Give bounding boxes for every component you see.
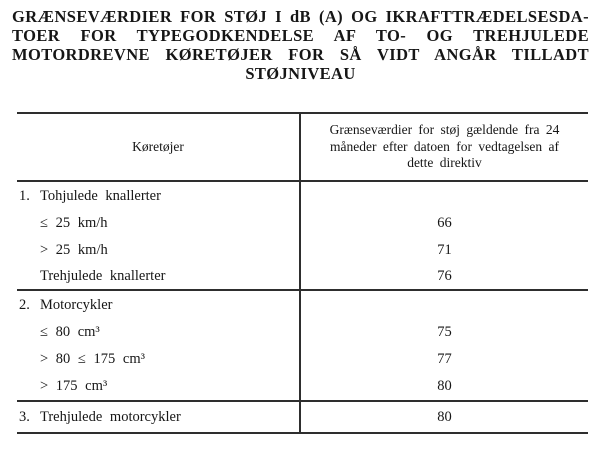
row-value-cell [299,319,588,346]
limits-header-line-1: Grænseværdier for støj gældende fra 24 [329,122,560,138]
section-3-value: 80 [437,408,452,425]
section-1-title: Tohjulede knallerter [40,187,161,204]
title-line-3: MOTORDREVNE KØRETØJER FOR SÅ VIDT ANGÅR TILLADT [12,45,589,64]
table-header-row [17,114,588,182]
section-3-title: Trehjulede motorcykler [40,408,181,425]
section-1-title-cell [17,182,299,210]
row-label: > 80 ≤ 175 cm³ [40,351,145,367]
title-line-4: STØJNIVEAU [245,64,356,83]
limits-header-line-3: dette direktiv [407,155,482,171]
row-label-cell [17,264,299,289]
row-label: > 175 cm³ [40,378,108,394]
row-label-cell [17,237,299,264]
section-2-title-value-cell [299,291,588,319]
section-1-title-value-cell [299,182,588,210]
row-value: 80 [437,378,452,394]
section-2-title-row [17,291,588,319]
row-label: > 25 km/h [40,242,108,258]
table-row [17,373,588,402]
table-row [17,346,588,373]
section-2-title-cell [17,291,299,319]
title-line-1: GRÆNSEVÆRDIER FOR STØJ I dB (A) OG IKRAFTTRÆDELSESDA- [12,7,589,26]
section-3-title-cell [17,402,299,432]
table-row [17,237,588,264]
row-label-cell [17,373,299,400]
noise-limits-table [17,112,588,434]
title-line-2: TOER FOR TYPEGODKENDELSE AF TO- OG TREHJULEDE [12,26,589,45]
row-value-cell [299,346,588,373]
row-label: Trehjulede knallerter [40,268,166,284]
section-1-number: 1. [19,187,30,204]
section-2-title: Motorcykler [40,296,113,313]
row-value: 76 [437,268,452,284]
row-value: 71 [437,242,452,258]
section-3-number: 3. [19,408,30,425]
row-label-cell [17,210,299,237]
row-value: 77 [437,351,452,367]
row-value-cell [299,210,588,237]
vehicles-column-header: Køretøjer [132,139,184,154]
table-row [17,319,588,346]
row-value-cell [299,264,588,289]
section-3-value-cell [299,402,588,432]
section-1-title-row [17,182,588,210]
row-label-cell [17,319,299,346]
table-row [17,264,588,291]
row-value-cell [299,237,588,264]
row-value-cell [299,373,588,400]
row-label-cell [17,346,299,373]
limits-header-line-2: måneder efter datoen for vedtagelsen af [329,138,559,154]
document-title [12,7,589,83]
section-2-number: 2. [19,296,30,313]
row-value: 66 [437,215,452,231]
table-row [17,210,588,237]
section-3-row [17,402,588,432]
row-label: ≤ 80 cm³ [40,324,100,340]
limits-column-header [299,114,588,180]
row-value: 75 [437,324,452,340]
row-label: ≤ 25 km/h [40,215,108,231]
